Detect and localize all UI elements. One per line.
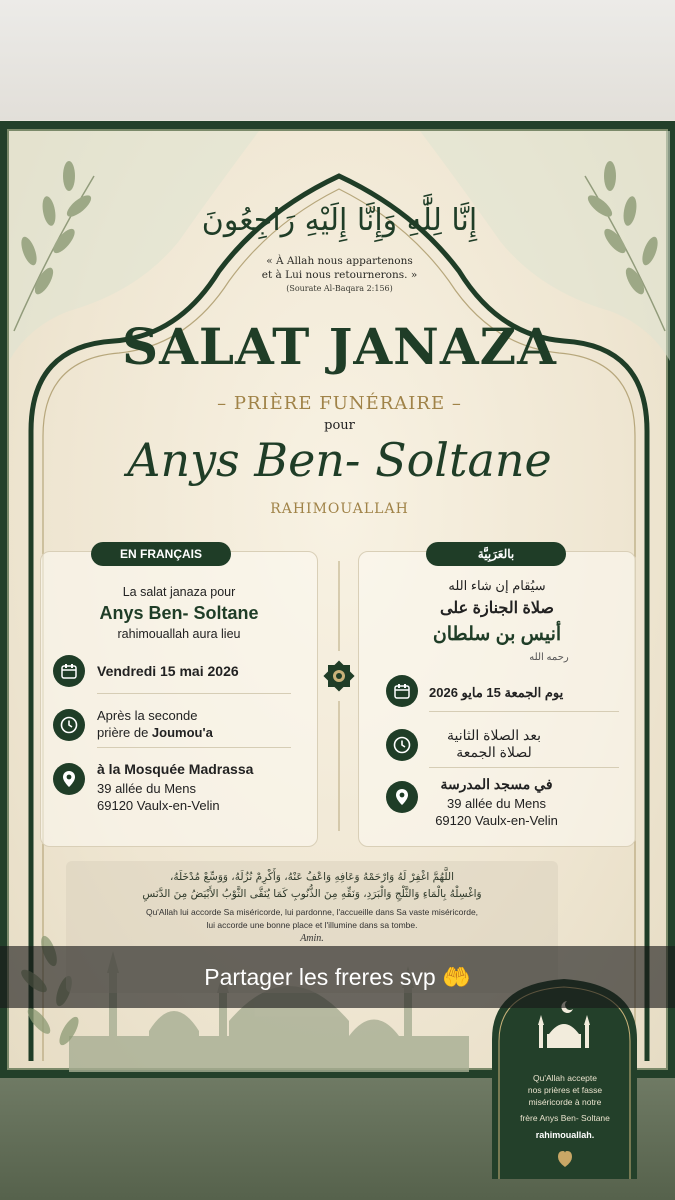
arabic-location-pin-icon	[386, 781, 418, 813]
french-time-prefix: prière de	[97, 725, 152, 740]
french-separator-2	[97, 747, 291, 748]
story-caption-bar[interactable]	[0, 946, 675, 1008]
french-verse-line-1: « À Allah nous appartenons	[266, 255, 413, 267]
deceased-name: Anys Ben- Soltane	[127, 433, 552, 487]
french-aura-lieu: rahimouallah aura lieu	[117, 627, 241, 641]
janaza-poster	[0, 121, 675, 1140]
badge-rahimouallah: rahimouallah.	[535, 1130, 595, 1140]
amin-label: Amin.	[300, 933, 324, 944]
french-card-header: EN FRANÇAIS	[91, 542, 231, 566]
badge-line-3: miséricorde à notre	[528, 1097, 602, 1107]
french-verse-line-2: et à Lui nous retournerons. »	[261, 269, 418, 281]
clock-icon	[53, 709, 85, 741]
dua-french-line-2: lui accorde une bonne place et l'illumine dans sa tombe.	[206, 920, 418, 930]
arabic-separator-2	[429, 767, 619, 768]
poster-inner	[7, 129, 668, 1070]
french-address-line-2: 69120 Vaulx-en-Velin	[97, 798, 220, 813]
arabic-line-1: سيُقام إن شاء الله	[448, 578, 546, 593]
french-time-line-1: Après la seconde	[97, 708, 198, 723]
dua-arabic-line-2: وَاغْسِلْهُ بِالْمَاءِ وَالثَّلْجِ وَالْبَرَدِ، وَنَقِّهِ مِنَ الذُّنُوبِ كَمَا يُنَقَّى الثَّوْبُ الأَبْيَضُ مِنَ الدَّنَسِ	[142, 888, 482, 900]
arabic-separator-1	[429, 711, 619, 712]
arabic-time-line-2: لصلاة الجمعة	[456, 744, 532, 760]
location-pin-icon	[53, 763, 85, 795]
french-location-name: à la Mosquée Madrassa	[97, 761, 254, 777]
arabic-address-line-2: 69120 Vaulx-en-Velin	[435, 813, 558, 828]
story-top-background	[0, 0, 675, 120]
french-location	[97, 761, 253, 814]
french-separator-1	[97, 693, 291, 694]
arabic-date: يوم الجمعة 15 مايو 2026	[429, 685, 564, 700]
french-address-line-1: 39 allée du Mens	[97, 781, 197, 796]
french-intro: La salat janaza pour	[122, 585, 236, 599]
dua-arabic-line-1: اللَّهُمَّ اغْفِرْ لَهُ وَارْحَمْهُ وَعَافِهِ وَاعْفُ عَنْهُ، وَأَكْرِمْ نُزُلَهُ، وَوَسِّعْ مُدْخَلَهُ،	[169, 871, 454, 883]
calendar-icon	[53, 655, 85, 687]
poster-title: SALAT JANAZA	[122, 317, 557, 376]
badge-line-2: nos prières et fasse	[527, 1085, 603, 1095]
arabic-clock-icon	[386, 729, 418, 761]
dua-arabic	[66, 869, 558, 903]
arabic-location	[429, 776, 564, 829]
badge-line-4: frère Anys Ben- Soltane	[520, 1113, 610, 1123]
arabic-time-line-1: بعد الصلاة الثانية	[446, 727, 542, 743]
arabic-line-2: صلاة الجنازة على	[439, 600, 555, 617]
arabic-address-line-1: 39 allée du Mens	[446, 796, 546, 811]
badge-line-1: Qu'Allah accepte	[533, 1073, 597, 1083]
dua-french-line-1: Qu'Allah lui accorde Sa miséricorde, lui pardonne, l'accueille dans Sa vaste miséricorde,	[145, 907, 479, 917]
rahimouallah-label: RAHIMOUALLAH	[270, 501, 409, 517]
arabic-rahimahu: رحمه الله	[529, 652, 569, 663]
poster-subtitle: – PRIÈRE FUNÉRAIRE –	[217, 393, 462, 414]
french-time-joumoua: Joumou'a	[151, 725, 213, 740]
verse-reference: (Sourate Al-Baqara 2:156)	[286, 284, 393, 293]
story-caption-text: Partager les freres svp 🤲	[204, 963, 471, 990]
arabic-card-header: بالعَرَبِيَّة	[426, 542, 566, 566]
french-name: Anys Ben- Soltane	[99, 603, 259, 623]
french-verse	[9, 254, 670, 282]
arabic-calendar-icon	[386, 675, 418, 707]
pour-label: pour	[324, 418, 355, 433]
arabic-location-name: في مسجد المدرسة	[440, 776, 553, 792]
dua-french	[66, 906, 558, 932]
arabic-name: أنيس بن سلطان	[432, 624, 562, 645]
french-time-line-2	[97, 724, 213, 741]
french-time	[97, 707, 213, 741]
arabic-verse: إِنَّا لِلَّٰهِ وَإِنَّا إِلَيْهِ رَاجِعُونَ	[201, 203, 478, 238]
arabic-time	[429, 727, 559, 761]
french-date: Vendredi 15 mai 2026	[97, 663, 239, 679]
